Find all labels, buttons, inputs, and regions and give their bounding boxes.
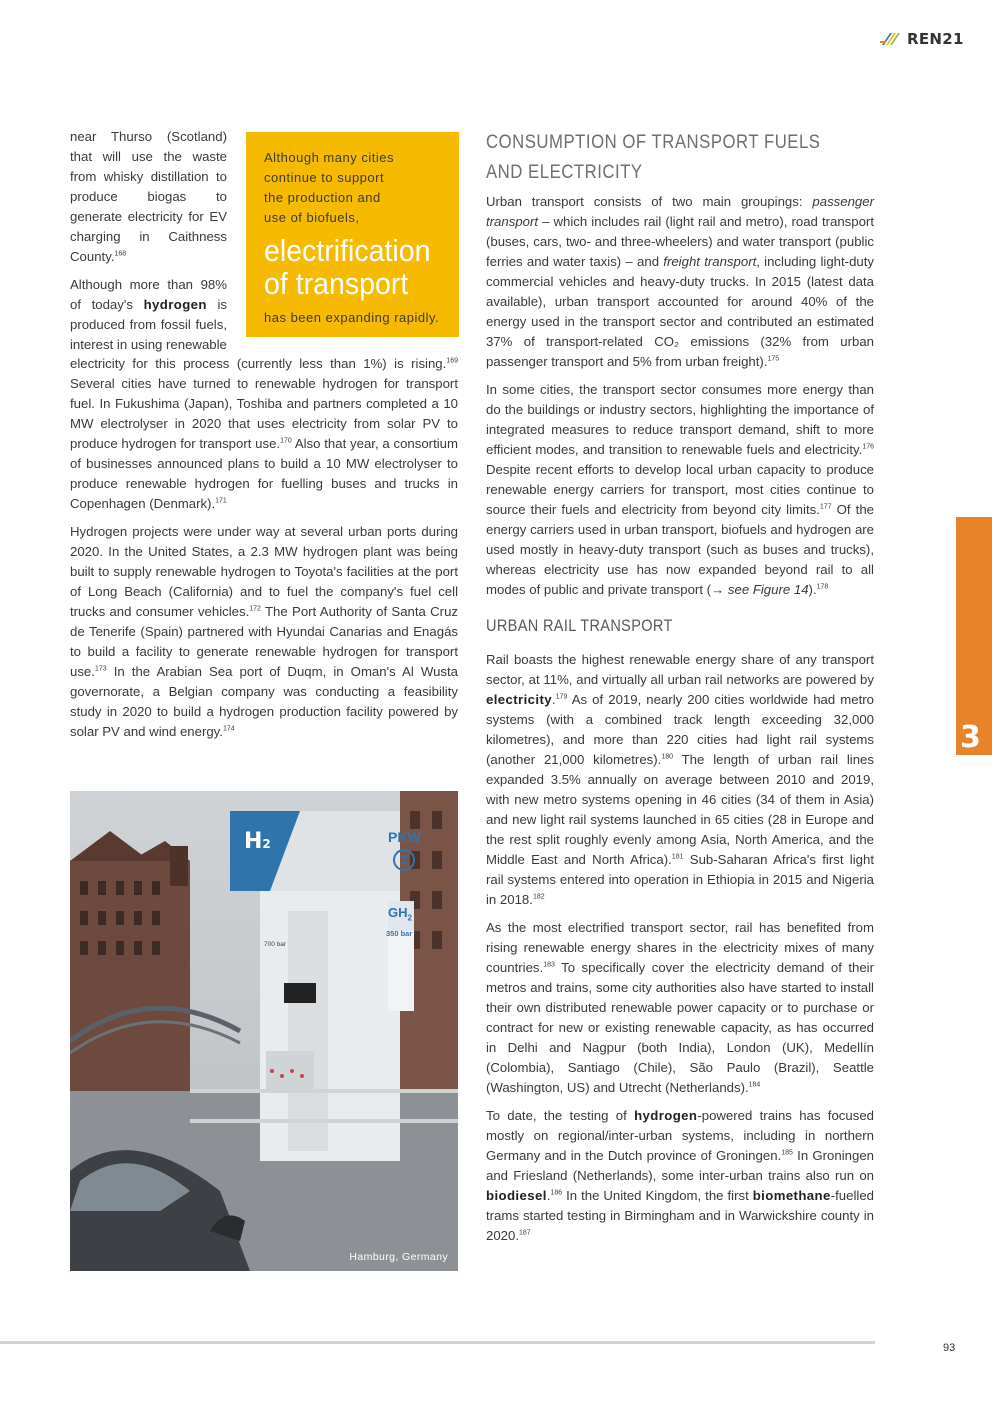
paragraph-urban-transport: Urban transport consists of two main groupings: passenger transport – which includes rail (light rail and metro), road transport (buses, cars, two- and three-wheelers) and water transport (public ferries and water taxis) – and freight transport, including light-duty commercial vehicles and heavy-duty trucks. In 2015 (latest data available), urban transport accounted for around 40% of the energy used in the transport sector and contributed an estimated 37% of transport-related CO₂ emissions (32% from urban passenger transport and 5% from urban freight).$^{175}$: [486, 194, 874, 369]
endnote-ref[interactable]: 170: [280, 437, 292, 445]
endnote-ref[interactable]: 184: [748, 1081, 761, 1089]
paragraph-hydrogen-start: Although more than 98% of today's hydrogen is produced from fossil fuels, interest in using renewable: [70, 277, 228, 352]
pressure-700-label: 700 bar: [264, 941, 287, 948]
paragraph-hydrogen-ports: Hydrogen projects were under way at several urban ports during 2020. In the United States, a 2.3 MW hydrogen plant was being built to supply renewable hydrogen to Toyota's facilities at the port of Long Beach (California) and to fuel the company's fuel cell trucks and consumer vehicles.$^{172}$ The Port Authority of Santa Cruz de Tenerife (Spain) partnered with Hyundai Canarias and Enagás to build a facility to generate renewable hydrogen for transport use.$^{173}$ In the Arabian Sea port of Duqm, in Oman's Al Wusta governorate, a Belgian company was conducting a feasibility study in 2020 to build a hydrogen production facility powered by solar PV and wind energy.$^{174}$: [70, 524, 458, 739]
chapter-number: 3: [960, 720, 981, 755]
paragraph-rail-share: Rail boasts the highest renewable energy share of any transport sector, at 11%, and virtually all urban rail networks are powered by electricity.$^{179}$ As of 2019, nearly 200 cities worldwide had metro systems (with a combined track length exceeding 32,000 kilometres), and more than 220 cities had light rail systems (another 21,000 kilometres).$^{180}$ The length of urban rail lines expanded 3.5% annually on average between 2010 and 2019, with new metro systems opening in 46 cities (34 of them in Asia) and new light rail systems launched in 65 cities (28 in Europe and the rest split roughly evenly among Asia, North America, and the Middle East and North Africa).$^{181}$ Sub-Saharan Africa's first light rail systems entered into operation in Ethiopia in 2015 and Nigeria in 2018.$^{182}$: [486, 652, 874, 907]
chapter-tab: [956, 517, 992, 755]
h2-station-logo: H2: [244, 829, 271, 854]
callout-line: use of biofuels,: [264, 210, 360, 225]
left-column-top: [70, 127, 227, 355]
endnote-ref[interactable]: 180: [661, 753, 673, 761]
callout-line: has been expanding rapidly.: [264, 310, 440, 325]
endnote-ref[interactable]: 174: [222, 725, 235, 733]
endnote-ref[interactable]: 173: [94, 665, 107, 673]
right-column: [486, 128, 874, 1254]
ren21-logo: [880, 30, 964, 48]
pkw-sign: PKW: [388, 829, 421, 845]
endnote-ref[interactable]: 182: [532, 893, 545, 901]
endnote-ref[interactable]: 168: [114, 250, 127, 258]
endnote-ref[interactable]: 176: [862, 443, 874, 451]
callout-highlight: electrification of transport: [264, 233, 431, 301]
endnote-ref[interactable]: 179: [555, 693, 568, 701]
ren21-logo-icon: [880, 31, 902, 47]
endnote-ref[interactable]: 183: [543, 961, 555, 969]
paragraph-cities-energy: In some cities, the transport sector consumes more energy than do the buildings or industry sectors, highlighting the importance of integrated measures to reduce transport demand, shift to more efficient modes, and transition to renewable fuels and electricity.$^{176}$ Despite recent efforts to develop local urban capacity to produce renewable energy carriers for transport, most cities continue to source their fuels and electricity from beyond city limits.$^{177}$ Of the energy carriers used in urban transport, biofuels and hydrogen are used mostly in heavy-duty transport (such as buses and trucks), whereas electricity use has now expanded beyond rail to all modes of public and private transport (→ see Figure 14).$^{178}$: [486, 382, 874, 597]
endnote-ref[interactable]: 175: [767, 355, 780, 363]
gh2-sign: $GH_2$: [388, 905, 412, 923]
endnote-ref[interactable]: 178: [816, 583, 829, 591]
logo-text: REN21: [907, 30, 964, 48]
endnote-ref[interactable]: 171: [215, 497, 227, 505]
callout-line: the production and: [264, 190, 381, 205]
endnote-ref[interactable]: 185: [781, 1149, 793, 1157]
endnote-ref[interactable]: 187: [519, 1229, 531, 1237]
left-column-body: [70, 354, 458, 750]
paragraph-rail-electrified: As the most electrified transport sector, rail has benefited from rising renewable energy shares in the electricity mixes of many countries.$^{183}$ To specifically cover the electricity demand of their metros and trains, some city authorities also have started to install their own distributed renewable power capacity or to purchase or contract for new or existing renewable capacity, as has occurred in Delhi and Nagpur (both India), London (UK), Medellín (Colombia), Santiago (Chile), São Paulo (Brazil), Seattle (Washington, US) and Utrecht (Netherlands).$^{184}$: [486, 920, 874, 1095]
footer-divider: [0, 1341, 875, 1344]
page-number: 93: [943, 1342, 956, 1354]
callout-line: continue to support: [264, 170, 385, 185]
hydrogen-station-photo: [70, 791, 458, 1271]
endnote-ref[interactable]: 177: [819, 503, 832, 511]
pull-quote-callout: [246, 132, 459, 337]
heading-consumption: CONSUMPTION OF TRANSPORT FUELS AND ELECTRICITY: [486, 132, 821, 183]
heading-urban-rail: URBAN RAIL TRANSPORT: [486, 617, 673, 635]
endnote-ref[interactable]: 186: [550, 1189, 563, 1197]
paragraph-thurso: near Thurso (Scotland) that will use the waste from whisky distillation to produce biogas to generate electricity for EV charging in Caithness County.$^{168}$: [70, 129, 227, 264]
figure-link[interactable]: → see Figure 14: [711, 582, 809, 597]
callout-line: Although many cities: [264, 150, 394, 165]
endnote-ref[interactable]: 181: [671, 853, 684, 861]
endnote-ref[interactable]: 169: [446, 357, 458, 365]
endnote-ref[interactable]: 172: [249, 605, 261, 613]
paragraph-hydrogen-trains: To date, the testing of hydrogen-powered trains has focused mostly on regional/inter-urban systems, including in northern Germany and in the Dutch province of Groningen.$^{185}$ In Groningen and Friesland (Netherlands), some inter-urban trains also run on biodiesel.$^{186}$ In the United Kingdom, the first biomethane-fuelled trams started testing in Birmingham and in Warwickshire county in 2020.$^{187}$: [486, 1108, 874, 1243]
photo-caption: Hamburg, Germany: [349, 1251, 448, 1263]
pump-number: 2: [393, 849, 415, 871]
paragraph-hydrogen-cont: electricity for this process (currently less than 1%) is rising.$^{169}$ Several cities have turned to renewable hydrogen for transport fuel. In Fukushima (Japan), Toshiba and partners completed a 10 MW electrolyser in 2020 that uses electricity from solar PV to produce hydrogen for transport use.$^{170}$ Also that year, a consortium of businesses announced plans to build a 10 MW electrolyser to produce renewable hydrogen for fuelling buses and trucks in Copenhagen (Denmark).$^{171}$: [70, 356, 458, 511]
pressure-350-label: 350 bar: [386, 929, 413, 938]
